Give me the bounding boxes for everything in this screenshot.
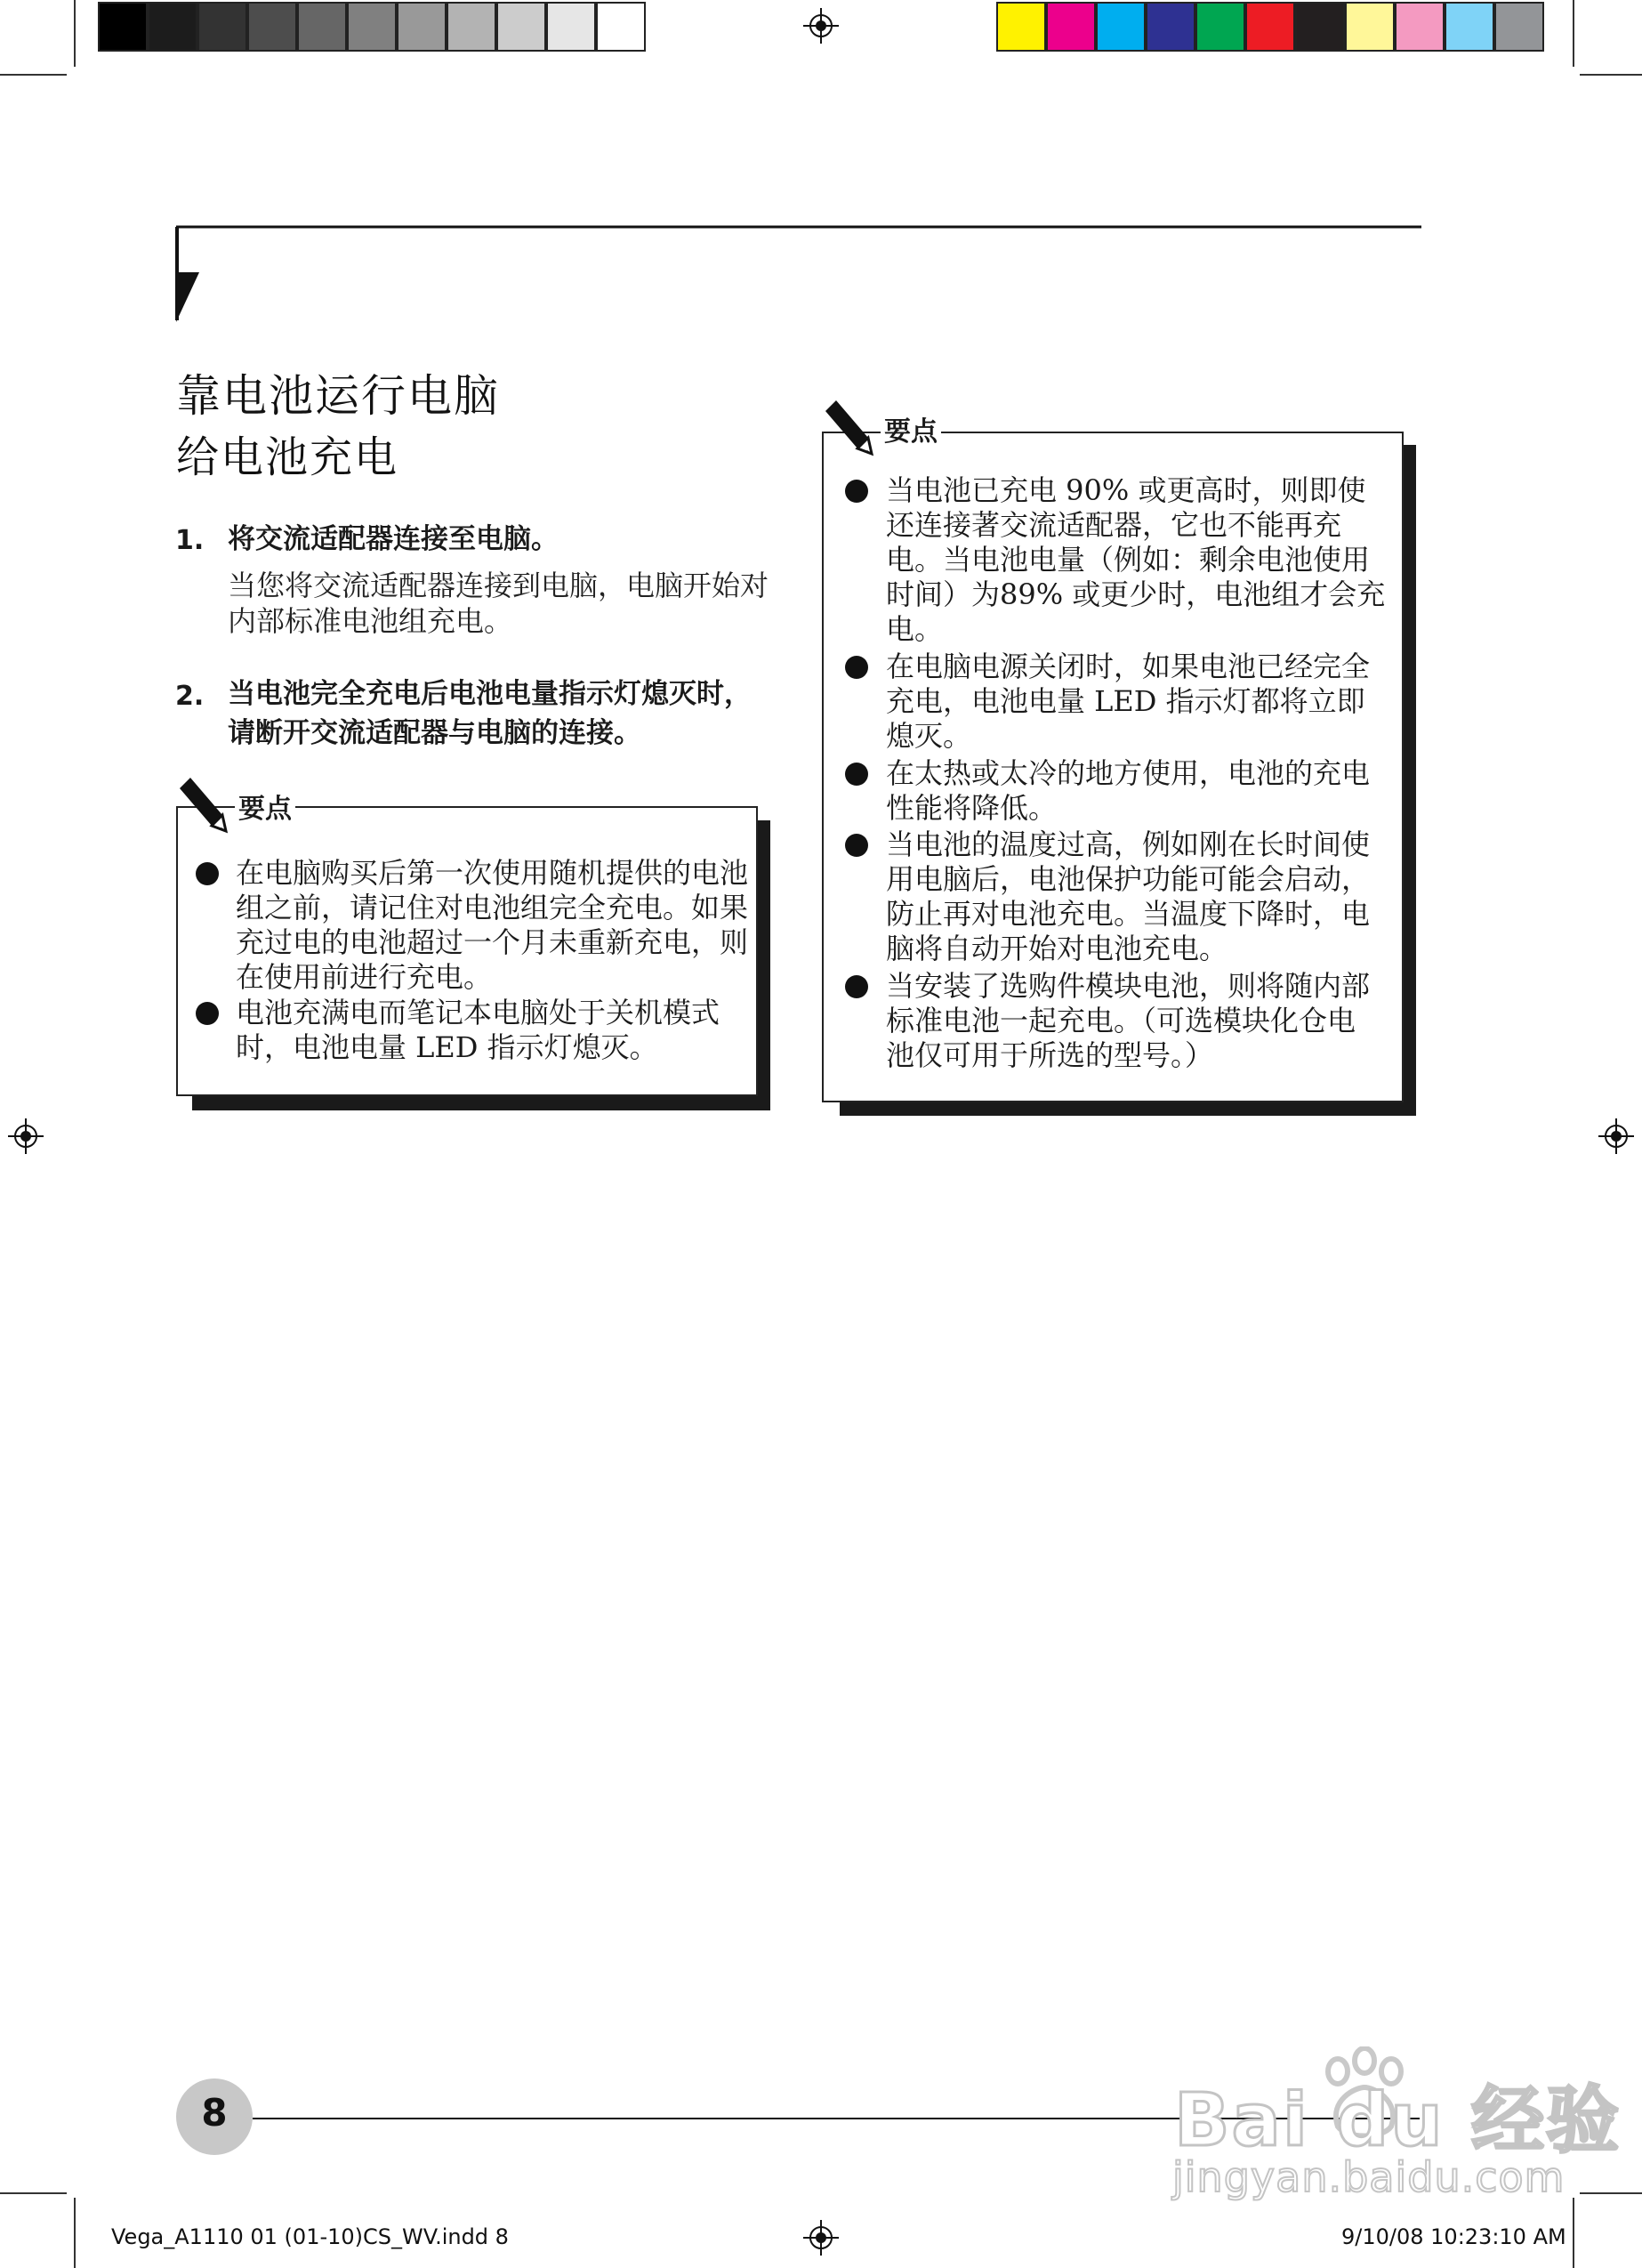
footer-timestamp: 9/10/08 10:23:10 AM — [1341, 2224, 1566, 2249]
note-item: 在电脑电源关闭时，如果电池已经完全 充电，电池电量 LED 指示灯都将立即 熄灭。 — [886, 650, 1371, 753]
note-label: 要点 — [235, 787, 295, 826]
bullet-icon — [196, 862, 219, 885]
color-swatch — [1096, 2, 1146, 52]
note-item: 在电脑购买后第一次使用随机提供的电池 组之前，请记住对电池组完全充电。如果 充过电的电池超过一个月未重新充电，则 在使用前进行充电。 — [236, 856, 749, 994]
color-swatch — [1494, 2, 1544, 52]
color-swatch — [996, 2, 1046, 52]
registration-mark-icon — [803, 8, 839, 44]
color-swatch — [1046, 2, 1096, 52]
gray-swatch — [496, 2, 546, 52]
gray-swatch — [148, 2, 197, 52]
trim-mark — [0, 74, 67, 76]
gray-swatch — [297, 2, 347, 52]
section-title: 靠电池运行电脑 — [176, 370, 500, 422]
bullet-icon — [196, 1002, 219, 1025]
color-swatch — [1195, 2, 1245, 52]
bullet-icon — [845, 656, 868, 679]
page-number: 8 — [201, 2091, 228, 2135]
bullet-icon — [845, 975, 868, 998]
gray-swatch — [98, 2, 148, 52]
trim-mark — [74, 2198, 76, 2268]
step-text: 将交流适配器连接至电脑。 — [228, 523, 559, 555]
color-swatch — [1395, 2, 1445, 52]
pencil-icon — [171, 776, 229, 838]
step-number: 1. — [175, 525, 205, 556]
bullet-icon — [845, 763, 868, 786]
footer-filename: Vega_A1110 01 (01-10)CS_WV.indd 8 — [111, 2224, 509, 2249]
color-swatch — [1345, 2, 1395, 52]
color-swatch — [1295, 2, 1345, 52]
note-item: 当电池的温度过高，例如刚在长时间使 用电脑后，电池保护功能可能会启动， 防止再对电池充电。当温度下降时，电 脑将自动开始对电池充电。 — [886, 827, 1371, 965]
gray-swatch — [347, 2, 397, 52]
note-item: 当安装了选购件模块电池，则将随内部 标准电池一起充电。（可选模块化仓电 池仅可用于所选的型号。） — [886, 969, 1371, 1072]
registration-mark-icon — [1598, 1118, 1634, 1154]
registration-mark-icon — [8, 1118, 44, 1154]
pencil-icon — [817, 399, 875, 461]
gray-swatch — [197, 2, 247, 52]
step-description: 当您将交流适配器连接到电脑，电脑开始对 内部标准电池组充电。 — [228, 569, 769, 638]
trim-mark — [1580, 2192, 1642, 2194]
note-item: 电池充满电而笔记本电脑处于关机模式 时，电池电量 LED 指示灯熄灭。 — [236, 996, 720, 1064]
trim-mark — [74, 0, 76, 67]
note-item: 当电池已充电 90% 或更高时，则即使 还连接著交流适配器，它也不能再充 电。当电池电量（例如：剩余电池使用 时间）为89% 或更少时，电池组才会充 电。 — [886, 473, 1386, 646]
gray-swatch — [397, 2, 447, 52]
section-subtitle: 给电池充电 — [176, 432, 399, 482]
gray-swatch — [546, 2, 596, 52]
trim-mark — [1573, 0, 1574, 67]
watermark-brand: Bai du 经验 — [1174, 2078, 1622, 2163]
color-swatch — [1245, 2, 1295, 52]
color-swatch — [1445, 2, 1494, 52]
step-number: 2. — [175, 681, 205, 712]
registration-mark-icon — [803, 2220, 839, 2256]
color-swatch — [1146, 2, 1195, 52]
trim-mark — [1580, 74, 1642, 76]
trim-mark — [1573, 2198, 1574, 2268]
chapter-header-rule — [174, 224, 1421, 324]
gray-swatch — [447, 2, 496, 52]
gray-swatch — [596, 2, 646, 52]
note-label: 要点 — [881, 409, 941, 448]
note-item: 在太热或太冷的地方使用，电池的充电 性能将降低。 — [886, 756, 1371, 825]
watermark-url: jingyan.baidu.com — [1172, 2153, 1566, 2201]
trim-mark — [0, 2192, 67, 2194]
bullet-icon — [845, 834, 868, 857]
bullet-icon — [845, 480, 868, 503]
step-text: 当电池完全充电后电池电量指示灯熄灭时， 请断开交流适配器与电脑的连接。 — [228, 678, 752, 749]
gray-swatch — [247, 2, 297, 52]
